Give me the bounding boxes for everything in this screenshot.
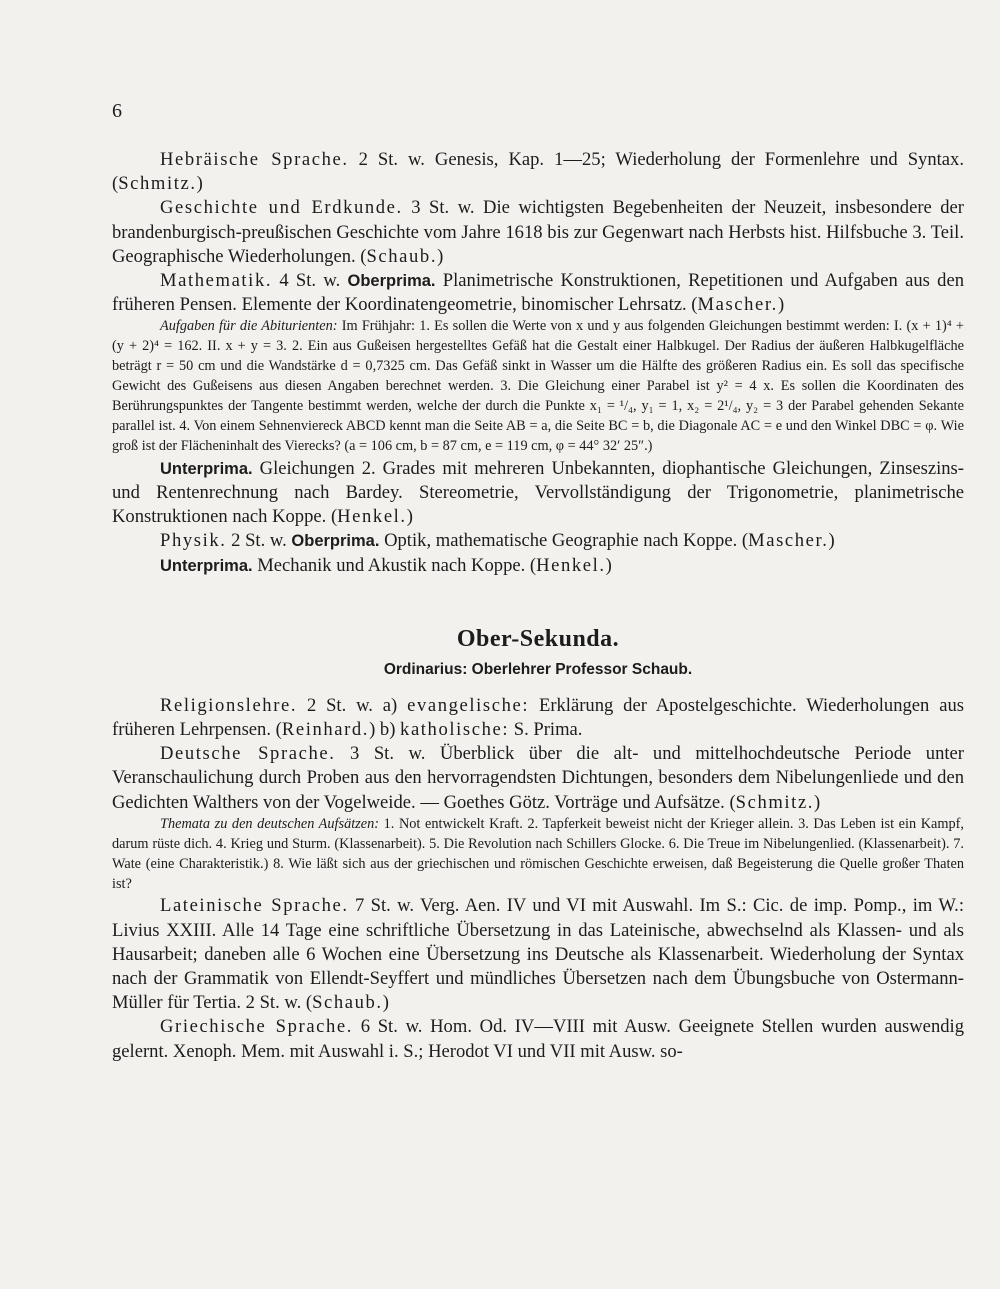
paragraph-deutsch: Deutsche Sprache. 3 St. w. Überblick über die alt- und mittelhochdeutsche Periode unter Veranschaulichung durch Proben aus den hervorragendsten Dichtungen, besonders dem Nibelungenliede und den Gedichten Walthers von der Vogelweide. — Goethes Götz. Vorträge und Aufsätze. (Schmitz.) [112,743,964,813]
teacher-name: Henkel. [536,554,606,576]
subject-label: Lateinische Sprache. [160,895,349,917]
paragraph-religion: Religionslehre. 2 St. w. a) evangelische: Erklärung der Apostelgeschichte. Wiederholungen aus früheren Lehrpensen. (Reinhard.) b) katholische: S. Prima. [112,694,964,740]
paragraph-hebraeisch: Hebräische Sprache. 2 St. w. Genesis, Kap. 1—25; Wiederholung der Formenlehre und Syntax. (Schmitz.) [112,149,964,195]
sub-label: evangelische: [407,694,530,716]
page-content [112,148,964,1064]
paragraph-mathematik: Mathematik. 4 St. w. Oberprima. Planimetrische Konstruktionen, Repetitionen und Aufgaben aus den früheren Pensen. Elemente der Koordinatengeometrie, binomischer Lehrsatz. (Mascher.) [112,270,964,316]
class-level: Unterprima. [160,459,253,478]
subject-label: Deutsche Sprache. [160,743,336,765]
page-number: 6 [112,100,122,122]
paragraph-physik: Physik. 2 St. w. Oberprima. Optik, mathematische Geographie nach Koppe. (Mascher.) [160,530,835,552]
abitur-label: Aufgaben für die Abiturienten: [160,318,338,335]
subject-label: Mathematik. [160,270,273,292]
sub-label: katholische: [400,718,510,740]
class-level: Unterprima. [160,556,253,575]
teacher-name: Reinhard. [281,718,370,740]
subject-label: Hebräische Sprache. [160,149,349,170]
paragraph-griechisch: Griechische Sprache. 6 St. w. Hom. Od. IV—VIII mit Ausw. Geeignete Stellen wurden auswendig gelernt. Xenoph. Mem. mit Auswahl i. S.; Herodot VI und VII mit Ausw. so- [112,1016,964,1062]
section-heading: Ober-Sekunda. [456,625,620,652]
class-level: Oberprima. [347,272,436,291]
paragraph-latein: Lateinische Sprache. 7 St. w. Verg. Aen. IV und VI mit Auswahl. Im S.: Cic. de imp. Pomp., im W.: Livius XXIII. Alle 14 Tage eine schriftliche Übersetzung in das Lateinische, abwechselnd als Klassen- und als Hausarbeit; daneben alle 6 Wochen eine Übersetzung ins Deutsche als Klassenarbeit. Wiederholung der Syntax nach der Grammatik von Ellendt-Seyffert und mündliches Übersetzen nach dem Übungsbuche von Ostermann-Müller für Tertia. 2 St. w. (Schaub.) [112,895,964,1014]
abitur-exercises: Aufgaben für die Abiturienten: Im Frühjahr: 1. Es sollen die Werte von x und y aus folgenden Gleichungen bestimmt werden: I. (x + 1)⁴ + (y + 2)⁴ = 162. II. x + y = 3. 2. Ein aus Gußeisen hergestelltes Gefäß hat die Gestalt einer Halbkugel. Der Radius der äußeren Halbkugelfläche beträgt r = 50 cm und die Wandstärke d = 0,7325 cm. Das Gefäß sinkt in Wasser um die Hälfte des größeren Radius ein. Es soll das specifische Gewicht des Gußeisens aus diesen Angaben berechnet werden. 3. Die Gleichung einer Parabel ist y² = 4 x. Es sollen die Koordinaten des Berührungspunktes der Tangente bestimmt werden, welche der durch die Punkte x₁ = ¹/₄, y₁ = 1, x₂ = 2¹/₄, y₂ = 3 der Parabel gehenden Sekante parallel ist. 4. Von einem Sehnenviereck ABCD kennt man die Seite AB = a, die Seite BC = b, die Diagonale AC = e und den Winkel DBC = φ. Wie groß ist der Flächeninhalt des Vierecks? (a = 106 cm, b = 87 cm, e = 119 cm, φ = 44° 32′ 25″.) [112,318,964,454]
class-level: Oberprima. [291,532,380,551]
paragraph-physik-unterprima: Unterprima. Mechanik und Akustik nach Koppe. (Henkel.) [160,554,612,576]
teacher-name: Schmitz. [735,791,815,813]
teacher-name: Mascher. [697,294,778,316]
teacher-name: Mascher. [748,530,829,552]
subject-label: Griechische Sprache. [160,1016,354,1038]
teacher-name: Schmitz. [118,173,197,195]
teacher-name: Henkel. [337,506,407,528]
teacher-name: Schaub. [312,992,383,1014]
subject-label: Physik. [160,530,227,552]
essay-topics: Themata zu den deutschen Aufsätzen: 1. Not entwickelt Kraft. 2. Tapferkeit beweist nicht der Krieger allein. 3. Das Leben ist ein Kampf, darum rüste dich. 4. Krieg und Sturm. (Klassenarbeit). 5. Die Revolution nach Schillers Glocke. 6. Die Treue im Nibelungenlied. (Klassenarbeit). 7. Wate (eine Charakteristik.) 8. Wie läßt sich aus der griechischen und römischen Geschichte erweisen, daß Begeisterung die Quelle großer Thaten ist? [112,815,964,892]
paragraph-geschichte: Geschichte und Erdkunde. 3 St. w. Die wichtigsten Begebenheiten der Neuzeit, insbesondere der brandenburgisch-preußischen Geschichte vom Jahre 1618 bis zur Gegenwart nach Herbsts hist. Hilfsbuche 3. Teil. Geographische Wiederholungen. (Schaub.) [112,197,964,267]
themata-label: Themata zu den deutschen Aufsätzen: [160,815,380,832]
teacher-name: Schaub. [366,245,438,267]
ordinarius-line: Ordinarius: Oberlehrer Professor Schaub. [383,660,693,678]
paragraph-unterprima-math: Unterprima. Gleichungen 2. Grades mit mehreren Unbekannten, diophantische Gleichungen, Zinseszins- und Rentenrechnung nach Bardey. Stereometrie, Vervollständigung der Trigonometrie, planimetrische Konstruktionen nach Koppe. (Henkel.) [112,457,964,528]
subject-label: Religionslehre. [160,694,298,716]
subject-label: Geschichte und Erdkunde. [160,197,403,219]
